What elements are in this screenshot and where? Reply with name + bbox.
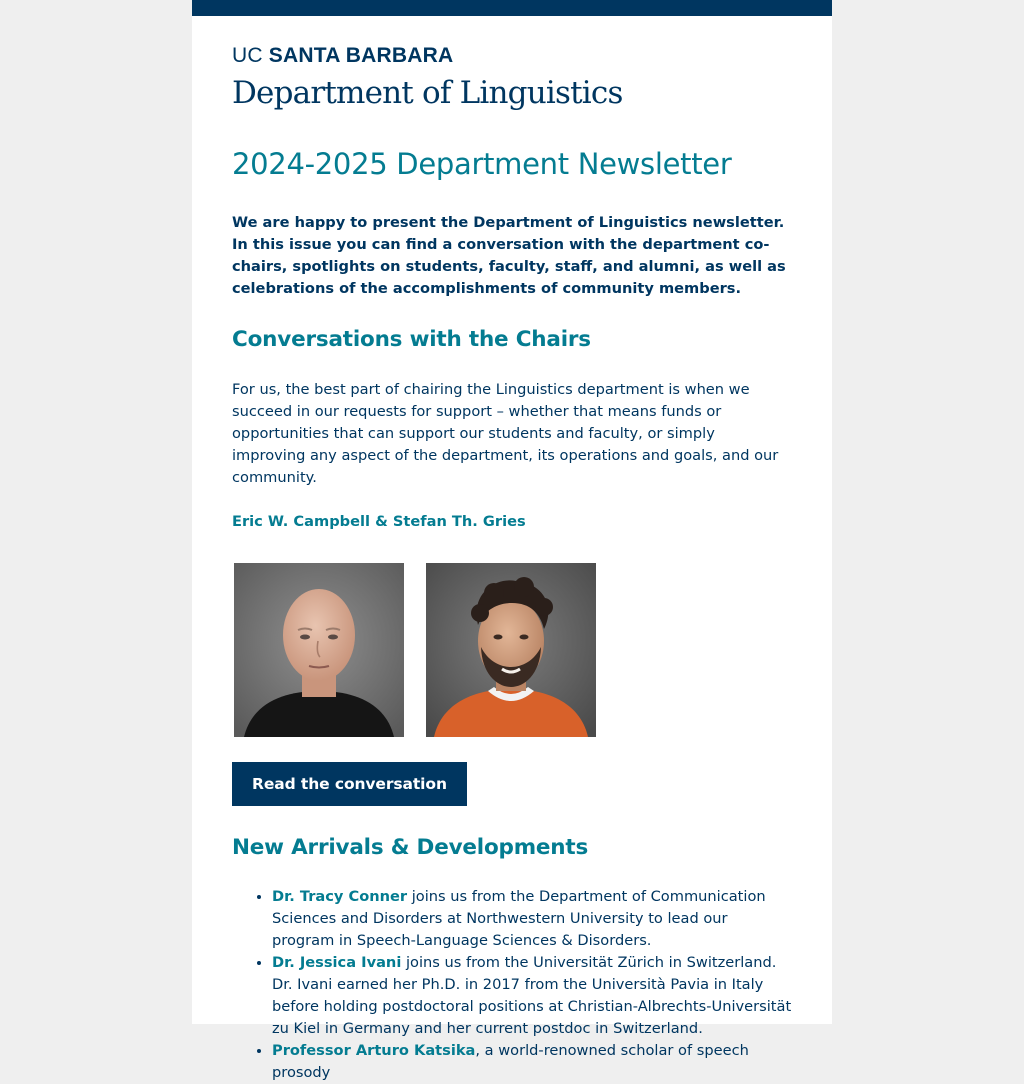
chair-portrait-2 <box>426 563 596 737</box>
chairs-heading: Conversations with the Chairs <box>232 327 591 352</box>
brand-department: Department of Linguistics <box>232 75 623 111</box>
person-link-jessica-ivani[interactable]: Dr. Jessica Ivani <box>272 954 402 971</box>
brand-university <box>232 45 792 67</box>
chairs-text: For us, the best part of chairing the Linguistics department is when we succeed in our requests for support – whether that means funds or opportunities that can support our students and faculty, or simply improving any aspect of the department, its operations and goals, and our community. <box>232 381 779 486</box>
list-item <box>272 1040 792 1084</box>
email-content <box>192 16 832 1084</box>
chairs-photos <box>234 563 792 737</box>
person-link-arturo-katsika[interactable]: Professor Arturo Katsika <box>272 1042 476 1059</box>
arrivals-heading: New Arrivals & Developments <box>232 835 589 860</box>
chair-portrait-1 <box>234 563 404 737</box>
chairs-signature: Eric W. Campbell & Stefan Th. Gries <box>232 513 526 530</box>
list-item <box>272 886 792 952</box>
list-item-text: joins us from the Department of Communication Sciences and Disorders at Northwestern University to lead our program in Speech-Language Sciences & Disorders. <box>272 888 766 949</box>
top-bar <box>192 0 832 16</box>
arrivals-list <box>232 886 792 1084</box>
newsletter-title: 2024-2025 Department Newsletter <box>232 147 732 181</box>
brand-santa-barbara: SANTA BARBARA <box>268 44 454 67</box>
read-conversation-button[interactable]: Read the conversation <box>232 762 467 806</box>
list-item-text: , a world-renowned scholar of speech prosody <box>272 1042 749 1081</box>
brand-uc: UC <box>232 44 263 67</box>
newsletter-email <box>192 0 832 1081</box>
list-item-text: joins us from the Universität Zürich in Switzerland. Dr. Ivani earned her Ph.D. in 2017 from the Università Pavia in Italy before holding postdoctoral positions at Christian-Albrechts-Universität zu Kiel in Germany and her current postdoc in Switzerland. <box>272 954 792 1037</box>
brand-logo <box>232 45 792 112</box>
person-link-tracy-conner[interactable]: Dr. Tracy Conner <box>272 888 408 905</box>
newsletter-intro: We are happy to present the Department of Linguistics newsletter. In this issue you can find a conversation with the department co-chairs, spotlights on students, faculty, staff, and alumni, as well as celebrations of the accomplishments of community members. <box>232 214 786 297</box>
list-item <box>272 952 792 1040</box>
